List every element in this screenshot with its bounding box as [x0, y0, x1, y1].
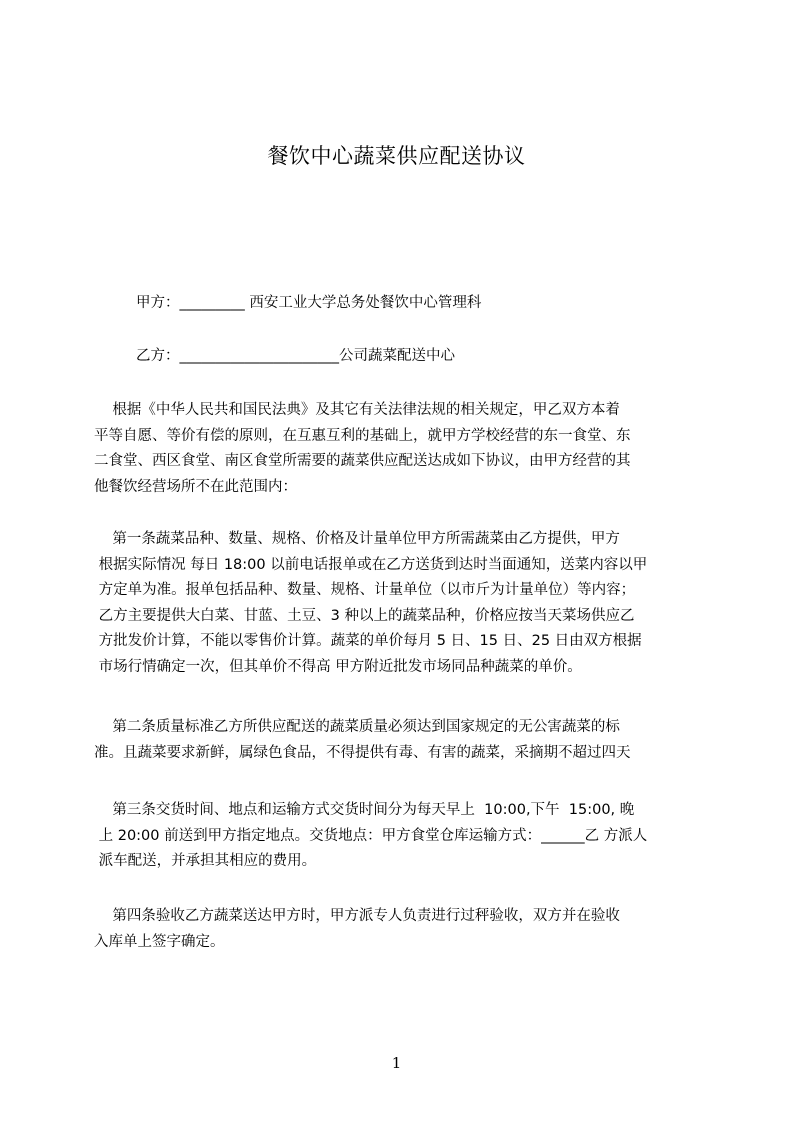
paragraph-line: 入库单上签字确定。	[94, 933, 225, 950]
paragraph-line: 他餐饮经营场所不在此范围内：	[94, 478, 297, 495]
paragraph-line: 市场行情确定一次，但其单价不得高 甲方附近批发市场同品种蔬菜的单价。	[94, 658, 582, 675]
paragraph-line: 根据实际情况 每日 18:00 以前电话报单或在乙方送货到达时当面通知，送菜内容以甲	[94, 556, 648, 573]
paragraph-line: 第一条蔬菜品种、数量、规格、价格及计量单位甲方所需蔬菜由乙方提供，甲方	[94, 531, 620, 547]
paragraph-line: 派车配送，并承担其相应的费用。	[94, 853, 317, 869]
paragraph-line: 方定单为准。报单包括品种、数量、规格、计量单位（以市斤为计量单位）等内容；	[94, 582, 636, 598]
article-2-paragraph	[94, 715, 700, 766]
party-b-line: 乙方：______________________公司蔬菜配送中心	[136, 348, 455, 364]
paragraph-line: 乙方主要提供大白菜、甘蓝、土豆、3 种以上的蔬菜品种，价格应按当天菜场供应乙	[94, 607, 635, 624]
article-1-paragraph	[94, 527, 700, 680]
party-a-line: 甲方：_________ 西安工业大学总务处餐饮中心管理科	[136, 295, 482, 311]
paragraph-line: 第三条交货时间、地点和运输方式交货时间分为每天早上 10:00,下午 15:00, 晚	[94, 802, 635, 818]
paragraph-line: 准。且蔬菜要求新鲜，属绿色食品，不得提供有毒、有害的蔬菜，采摘期不超过四天	[94, 744, 631, 761]
paragraph-line: 方批发价计算，不能以零售价计算。蔬菜的单价每月 5 日、15 日、25 日由双方根据	[94, 633, 642, 649]
article-3-paragraph	[94, 798, 700, 875]
paragraph-line: 第二条质量标准乙方所供应配送的蔬菜质量必须达到国家规定的无公害蔬菜的标	[94, 719, 620, 735]
article-4-paragraph	[94, 904, 700, 955]
page-number: 1	[391, 1054, 402, 1072]
intro-paragraph	[94, 398, 700, 500]
paragraph-line: 二食堂、西区食堂、南区食堂所需要的蔬菜供应配送达成如下协议，由甲方经营的其	[94, 453, 631, 469]
paragraph-line: 第四条验收乙方蔬菜送达甲方时，甲方派专人负责进行过秤验收，双方并在验收	[94, 908, 620, 924]
document-title: 餐饮中心蔬菜供应配送协议	[267, 144, 526, 168]
paragraph-line: 上 20:00 前送到甲方指定地点。交货地点：甲方食堂仓库运输方式：______乙 方派人	[94, 827, 648, 844]
paragraph-line: 平等自愿、等价有偿的原则，在互惠互利的基础上，就甲方学校经营的东一食堂、东	[94, 427, 631, 444]
paragraph-line: 根据《中华人民共和国民法典》及其它有关法律法规的相关规定，甲乙双方本着	[94, 402, 620, 418]
